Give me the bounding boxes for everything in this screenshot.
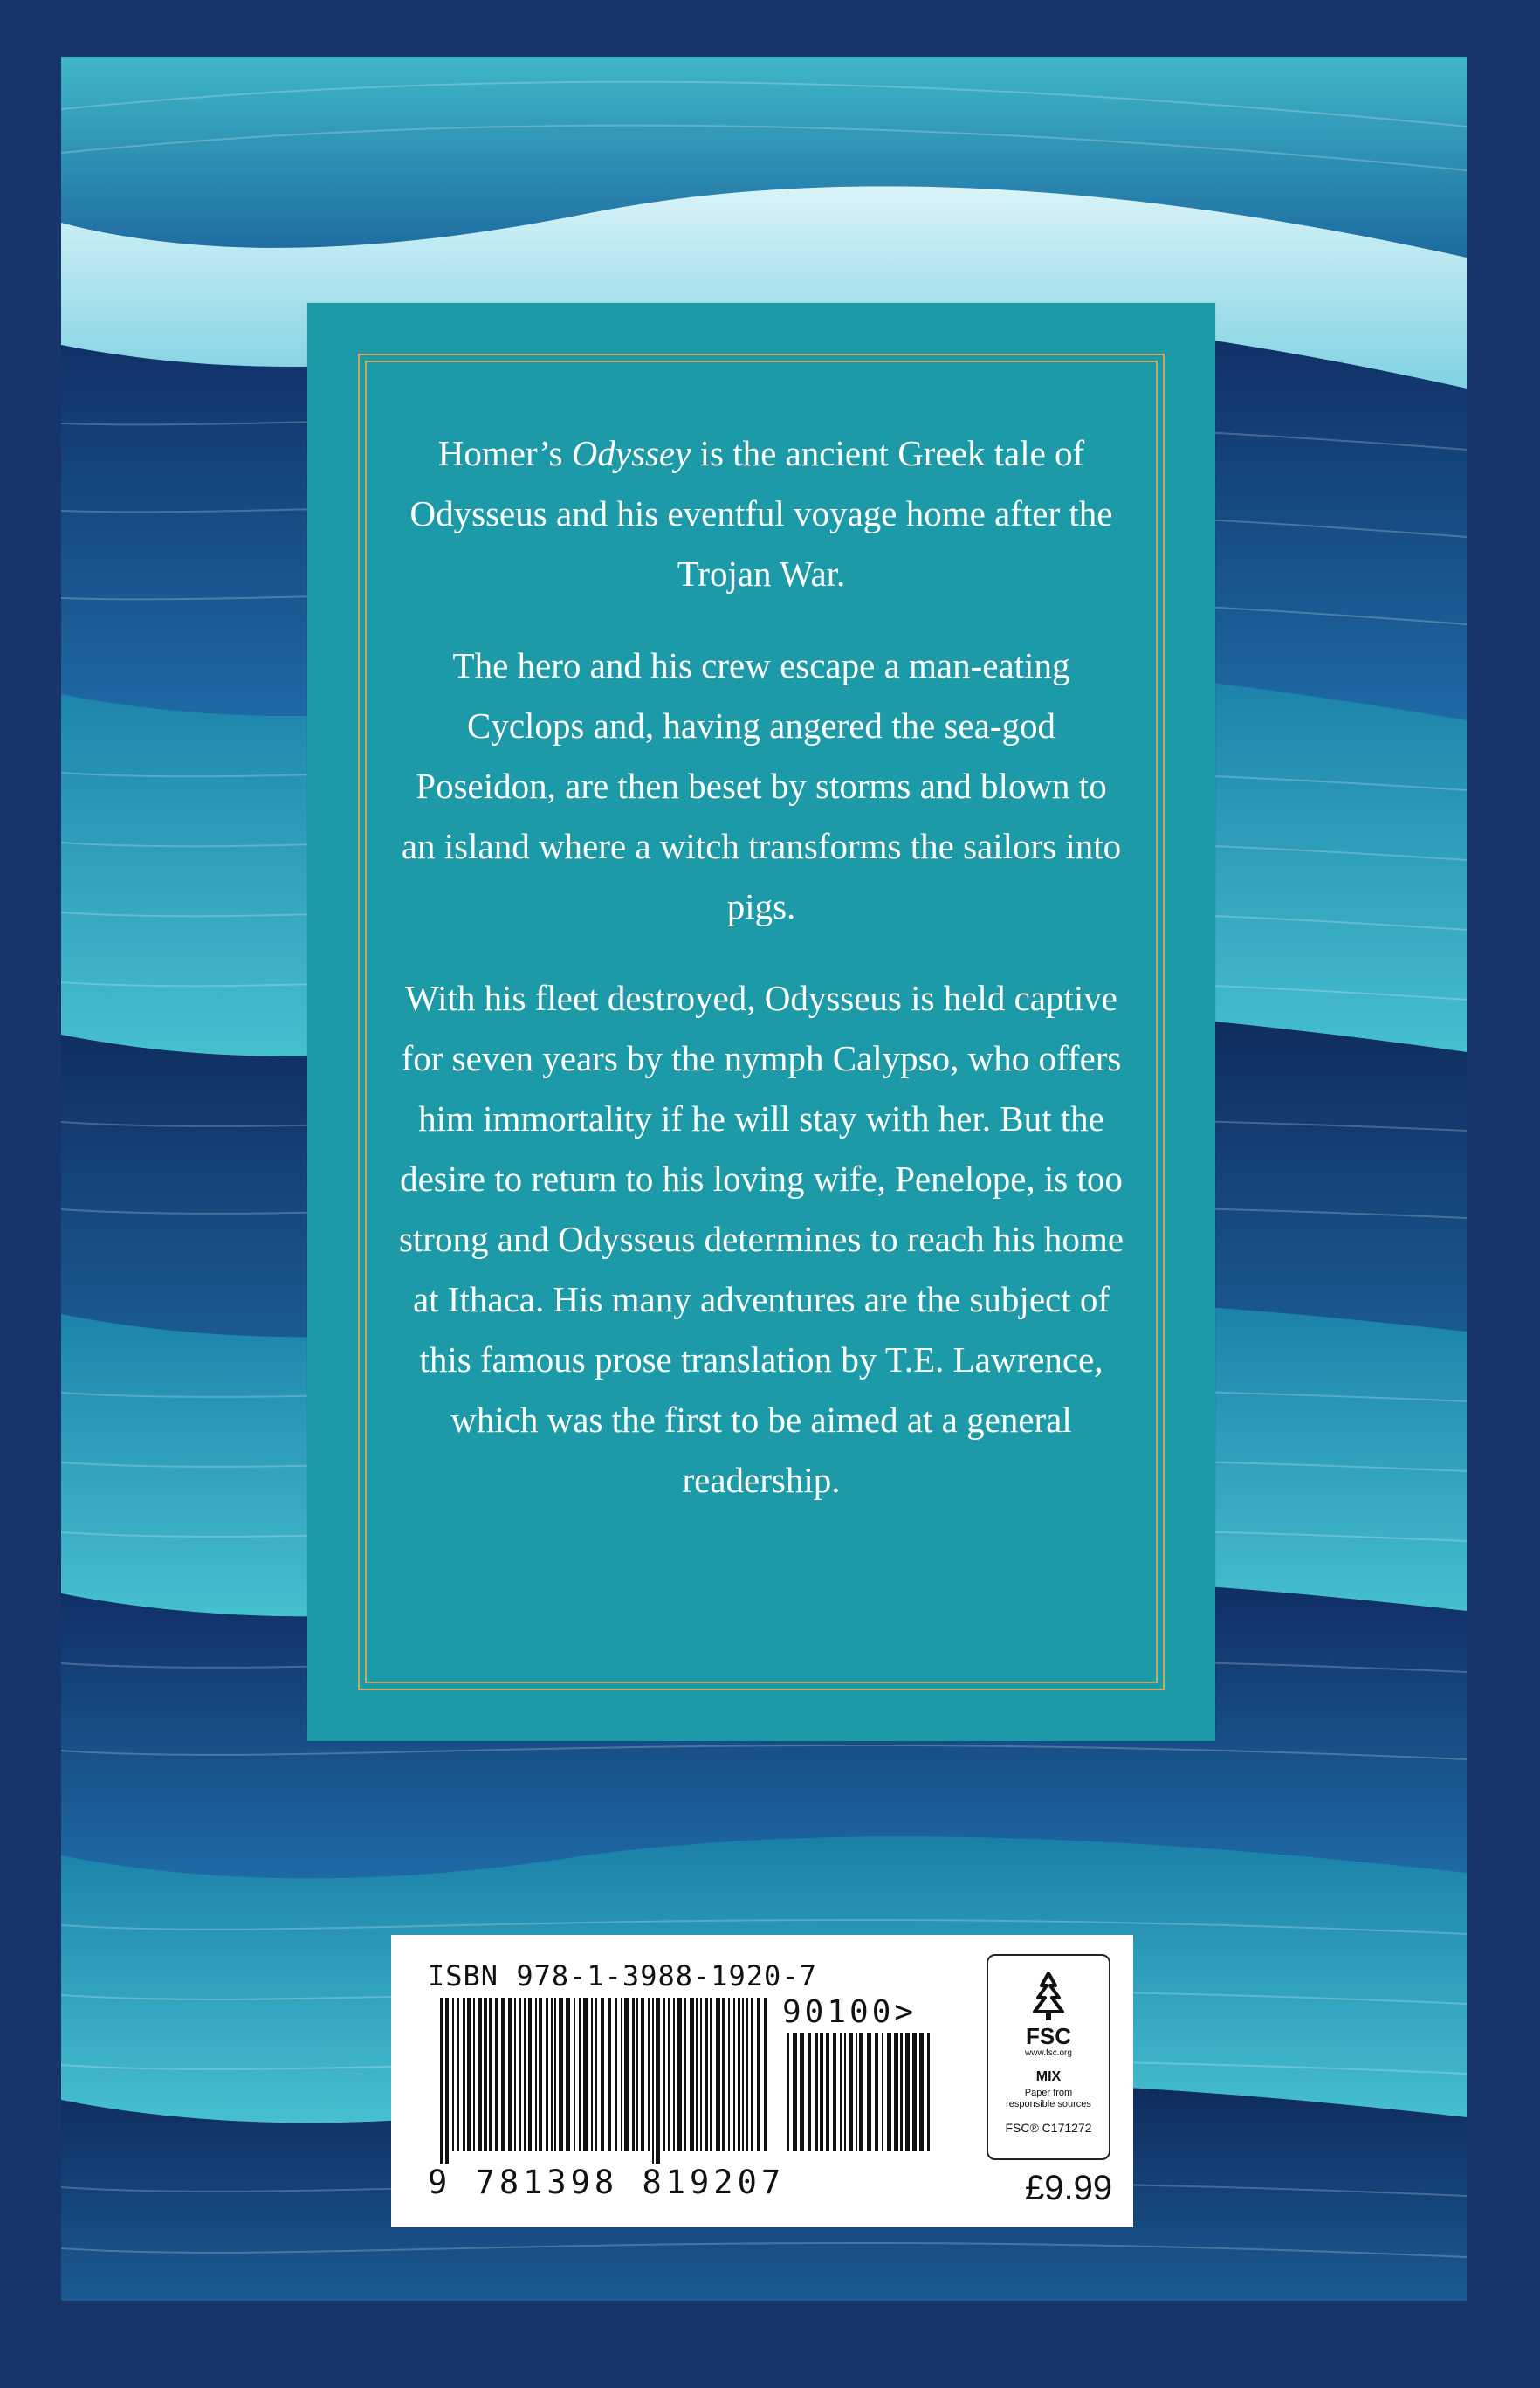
fsc-license-code: FSC® C171272 [1005,2121,1092,2135]
barcode-bar [551,1998,553,2151]
blurb-paragraph-1 [395,423,1128,604]
barcode-bar [663,1998,665,2151]
barcode-bar [882,2033,883,2151]
barcode-bar [919,2033,924,2151]
barcode-bar [673,1998,675,2151]
barcode-bar [632,1998,635,2151]
barcode-bar [621,1998,622,2151]
barcode-bar [757,1998,760,2151]
barcode-bar [445,1998,449,2164]
fsc-certification-logo [987,1954,1110,2160]
barcode-bar [624,1998,629,2151]
barcode-bar [764,1998,767,2151]
barcode-bar [501,1998,505,2151]
barcode-bar [800,2033,804,2151]
barcode-bar [636,1998,638,2151]
blurb-text [395,423,1128,1542]
blurb-panel [307,303,1215,1741]
barcode-bar [867,2033,871,2151]
barcode-digits: 9 781398 819207 [428,2164,786,2201]
barcode-bar [840,2033,842,2151]
barcode-bar [457,1998,459,2151]
barcode-bar [559,1998,563,2151]
barcode-bar [912,2033,917,2151]
barcode-bar [722,1998,725,2151]
barcode-bar [440,1998,443,2164]
barcode-bar [826,2033,829,2151]
fsc-mix-label: MIX [1035,2069,1062,2084]
barcode-bar [808,2033,811,2151]
barcode-bar [696,1998,698,2151]
barcode-bar [856,2033,857,2151]
ean-barcode [440,1998,772,2164]
barcode-bar [601,1998,604,2151]
barcode-bar [887,2033,891,2151]
isbn-label: ISBN 978-1-3988-1920-7 [428,1959,817,1992]
barcode-bar [574,1998,575,2151]
fsc-url: www.fsc.org [1025,2048,1072,2058]
barcode-bar [452,1998,454,2151]
fsc-tree-icon [1021,1968,1076,2024]
blurb-p1-start: Homer’s [437,433,572,473]
barcode-bar [875,2033,878,2151]
barcode-bar [535,1998,537,2151]
price-label: £9.99 [1025,2169,1113,2207]
barcode-bar [690,1998,694,2151]
barcode-bar [641,1998,644,2151]
barcode-bar [793,2033,797,2151]
barcode-bar [478,1998,482,2151]
price-addon-digits: 90100> [782,1994,918,2030]
barcode-bar [742,1998,744,2151]
barcode-bar [787,2033,789,2151]
barcode-bar [591,1998,593,2151]
barcode-bar [489,1998,492,2151]
barcode-bar [583,1998,588,2151]
barcode-bar [608,1998,611,2151]
barcode-bar [677,1998,682,2151]
barcode-bar [463,1998,465,2151]
barcode-bar [751,1998,753,2151]
barcode-bar [844,2033,846,2151]
barcode-bar [595,1998,597,2151]
barcode-bar [738,1998,740,2151]
barcode-bar [684,1998,686,2151]
addon-barcode [787,2033,936,2164]
barcode-bar [539,1998,542,2151]
barcode-bar [710,1998,712,2151]
barcode-bar [528,1998,532,2151]
barcode-bar [746,1998,748,2151]
barcode-panel [391,1935,1133,2227]
barcode-bar [648,1998,650,2151]
barcode-bar [833,2033,836,2151]
barcode-bar [927,2033,930,2151]
barcode-bar [484,1998,487,2151]
barcode-bar [524,1998,526,2151]
barcode-bar [656,1998,660,2164]
blurb-p1-end: is the ancient Greek tale of Odysseus and his eventful voyage home after the Trojan War. [409,433,1113,594]
barcode-bar [705,1998,708,2151]
barcode-bar [894,2033,898,2151]
barcode-bar [546,1998,548,2151]
blurb-paragraph-2: The hero and his crew escape a man-eating Cyclops and, having angered the sea-god Poseidon, are then beset by storms and blown to an island where a witch transforms the sailors into pigs. [401,645,1122,926]
barcode-bar [514,1998,516,2151]
barcode-bar [900,2033,903,2151]
barcode-bar [579,1998,581,2151]
barcode-bar [668,1998,670,2151]
barcode-bar [615,1998,617,2151]
barcode-bar [716,1998,720,2151]
blurb-paragraph-3: With his fleet destroyed, Odysseus is held captive for seven years by the nymph Calypso, who offers him immortality if he will stay with her. But the desire to return to his loving wife, Penelope, is too strong and Odysseus determines to reach his home at Ithaca. His many adventures are the subject of this famous prose translation by T.E. Lawrence, which was the first to be aimed at a general readership. [398,978,1124,1500]
barcode-bar [508,1998,512,2151]
barcode-bar [473,1998,475,2151]
barcode-bar [467,1998,471,2151]
barcode-bar [652,1998,654,2164]
fsc-source-text [988,2088,1109,2110]
barcode-bar [905,2033,910,2151]
barcode-bar [820,2033,823,2151]
fsc-source-line-2: responsible sources [1006,2099,1091,2109]
barcode-bar [700,1998,702,2151]
barcode-bar [728,1998,730,2151]
book-title-italic: Odyssey [571,433,691,473]
barcode-bar [495,1998,498,2151]
barcode-bar [566,1998,570,2151]
fsc-source-line-1: Paper from [1024,2088,1073,2098]
barcode-bar [859,2033,863,2151]
barcode-bar [554,1998,556,2151]
barcode-bar [733,1998,735,2151]
barcode-bar [815,2033,818,2151]
barcode-bar [519,1998,521,2151]
fsc-logo-text: FSC [1026,2023,1071,2049]
barcode-bar [849,2033,853,2151]
